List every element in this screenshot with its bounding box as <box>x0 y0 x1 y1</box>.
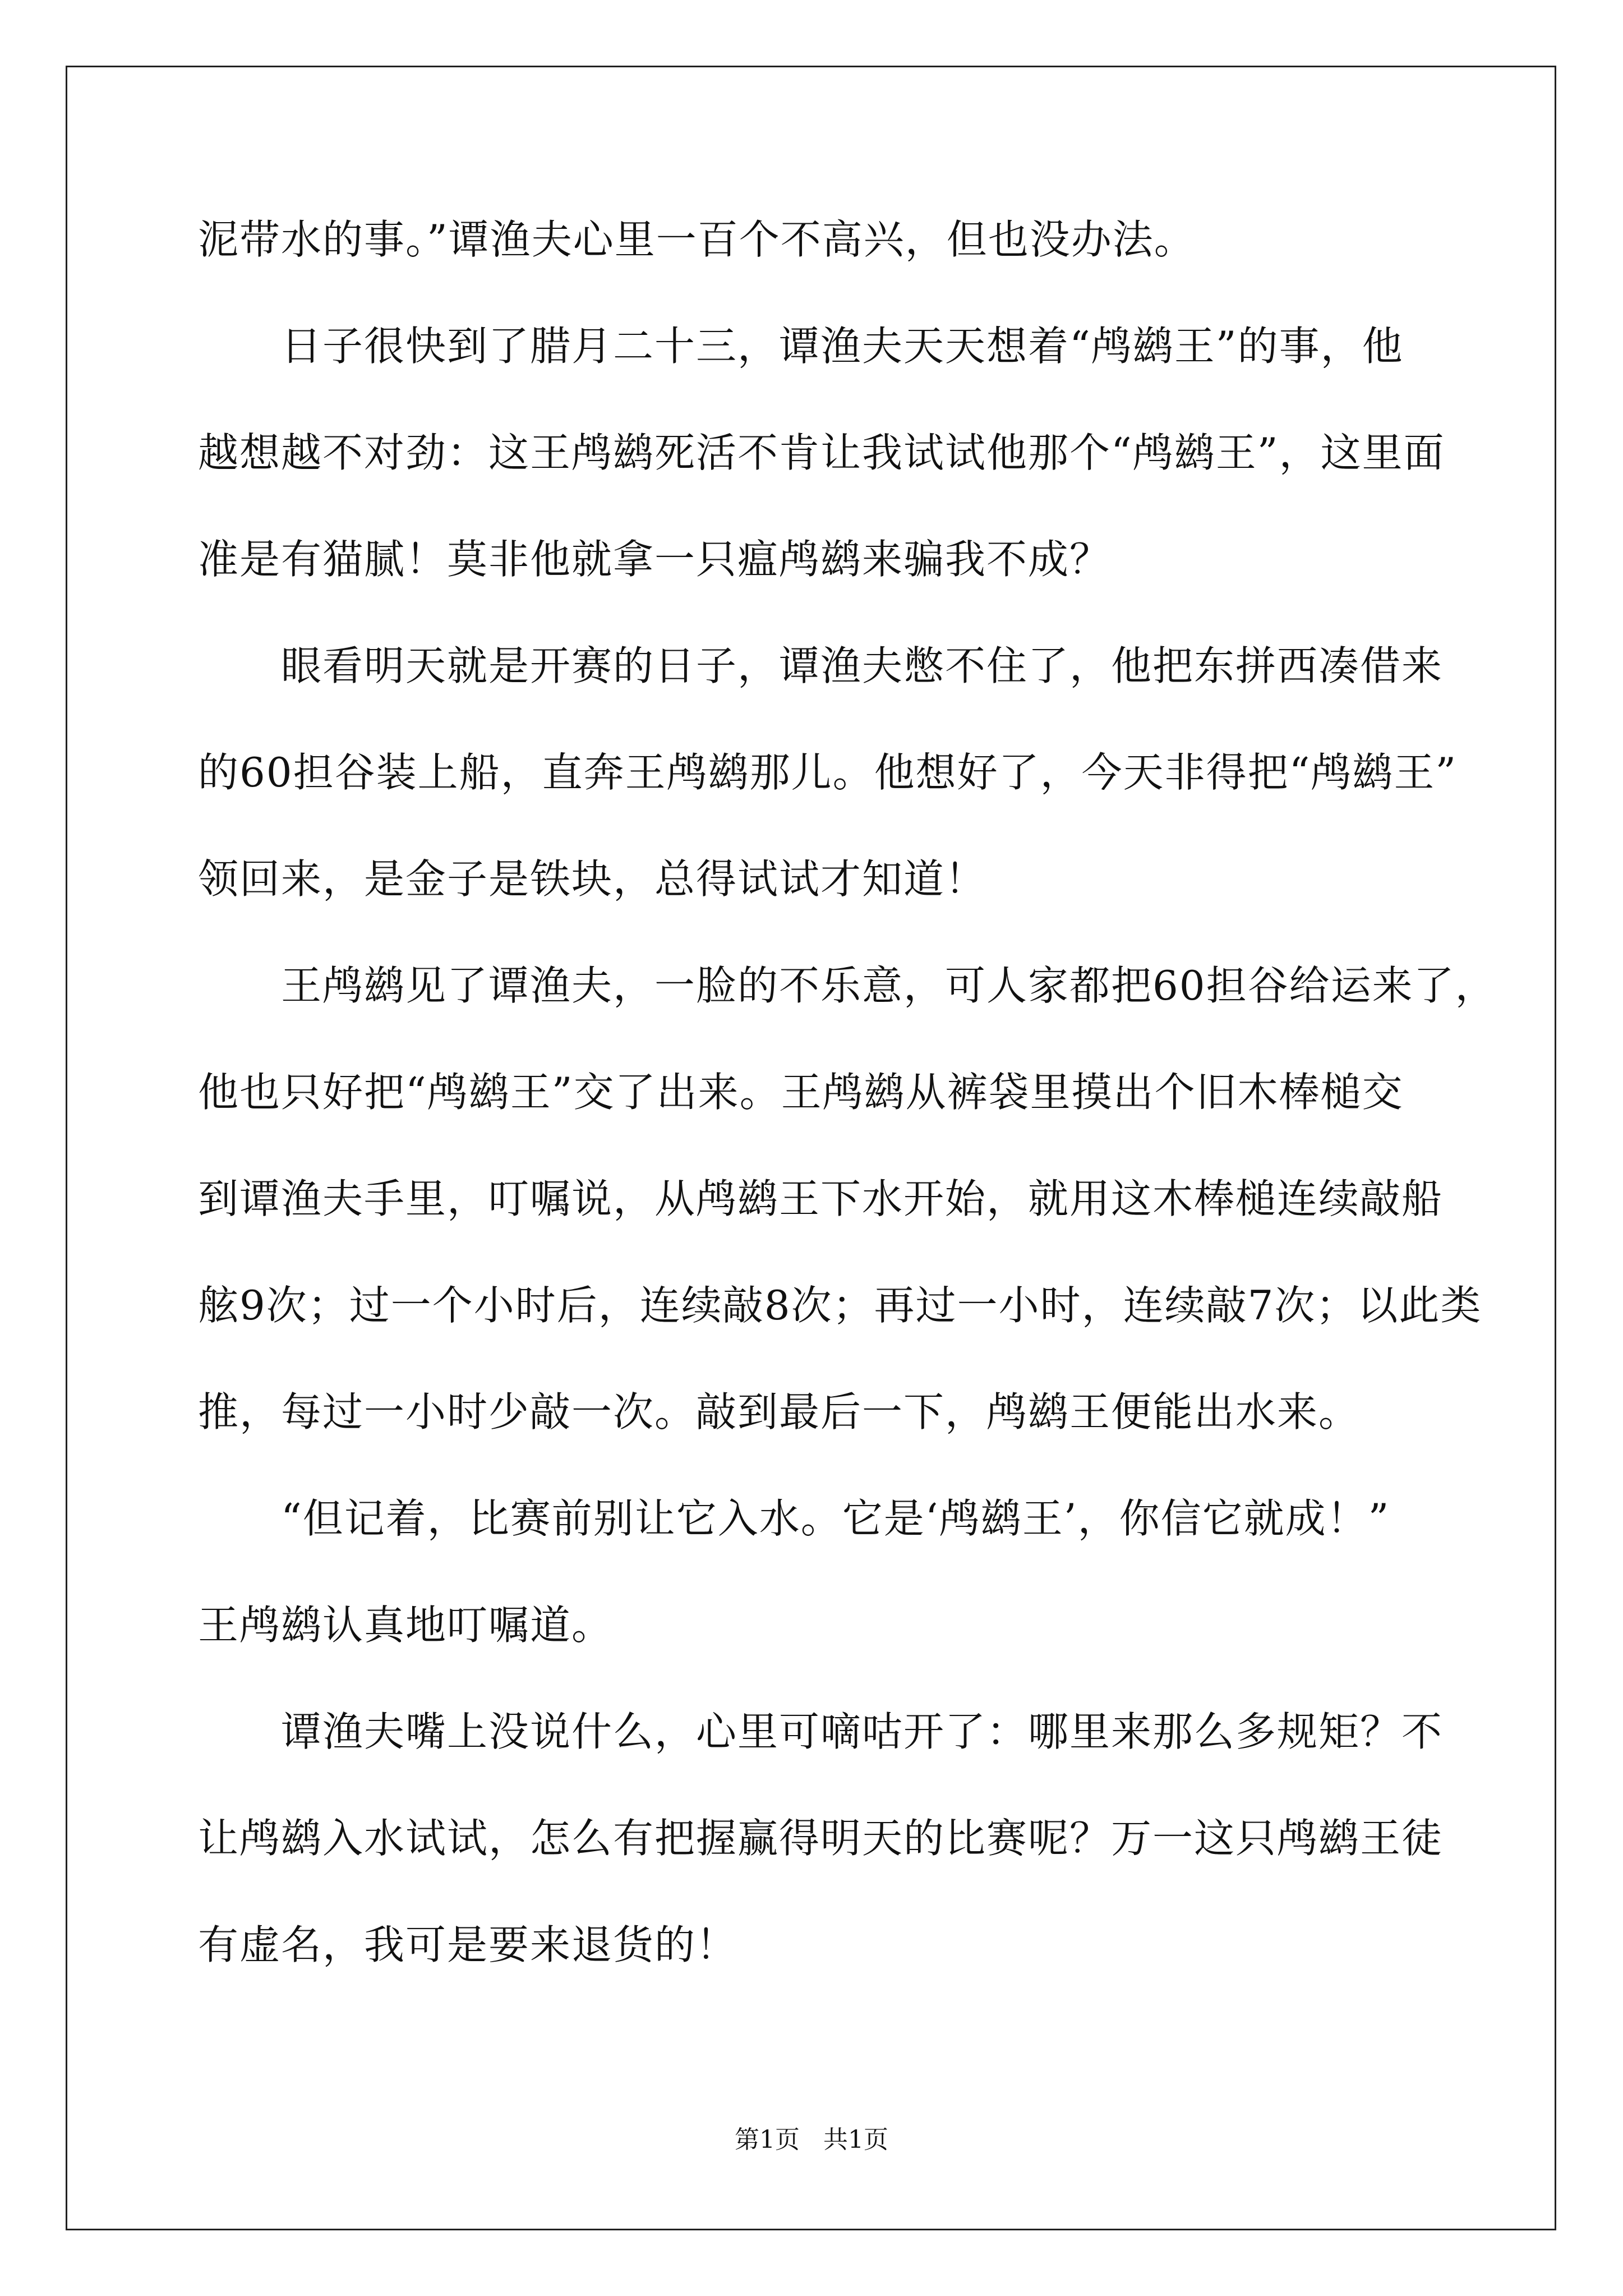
text-line: 到谭渔夫手里，叮嘱说，从鸬鹚王下水开始，就用这木棒槌连续敲船 <box>198 1175 1444 1222</box>
text-line: 的60担谷装上船，直奔王鸬鹚那儿。他想好了，今天非得把“鸬鹚王” <box>198 749 1458 796</box>
text-line: 让鸬鹚入水试试，怎么有把握赢得明天的比赛呢？万一这只鸬鹚王徒 <box>198 1815 1444 1862</box>
text-line: 日子很快到了腊月二十三，谭渔夫天天想着“鸬鹚王”的事，他 <box>281 323 1404 370</box>
text-line: 舷9次；过一个小时后，连续敲8次；再过一小时，连续敲7次；以此类 <box>198 1282 1482 1329</box>
text-line: 推，每过一小时少敲一次。敲到最后一下，鸬鹚王便能出水来。 <box>198 1388 1361 1435</box>
page-number-footer: 第1页 共1页 <box>735 2125 888 2154</box>
text-line: 准是有猫腻！莫非他就拿一只瘟鸬鹚来骗我不成？ <box>198 536 1112 583</box>
page-border <box>66 66 1556 2230</box>
text-line: 泥带水的事。”谭渔夫心里一百个不高兴，但也没办法。 <box>198 216 1196 263</box>
text-line: 谭渔夫嘴上没说什么，心里可嘀咕开了：哪里来那么多规矩？不 <box>281 1708 1444 1755</box>
text-line: 越想越不对劲：这王鸬鹚死活不肯让我试试他那个“鸬鹚王”，这里面 <box>198 429 1445 476</box>
text-line: 王鸬鹚见了谭渔夫，一脸的不乐意，可人家都把60担谷给运来了， <box>281 962 1497 1009</box>
text-line: 王鸬鹚认真地叮嘱道。 <box>198 1602 614 1649</box>
text-line: “但记着，比赛前别让它入水。它是‘鸬鹚王’，你信它就成！” <box>281 1495 1390 1542</box>
text-line: 眼看明天就是开赛的日子，谭渔夫憋不住了，他把东拼西凑借来 <box>281 642 1444 689</box>
text-line: 有虚名，我可是要来退货的！ <box>198 1921 738 1968</box>
text-line: 他也只好把“鸬鹚王”交了出来。王鸬鹚从裤袋里摸出个旧木棒槌交 <box>198 1069 1404 1116</box>
text-line: 领回来，是金子是铁块，总得试试才知道！ <box>198 855 987 903</box>
